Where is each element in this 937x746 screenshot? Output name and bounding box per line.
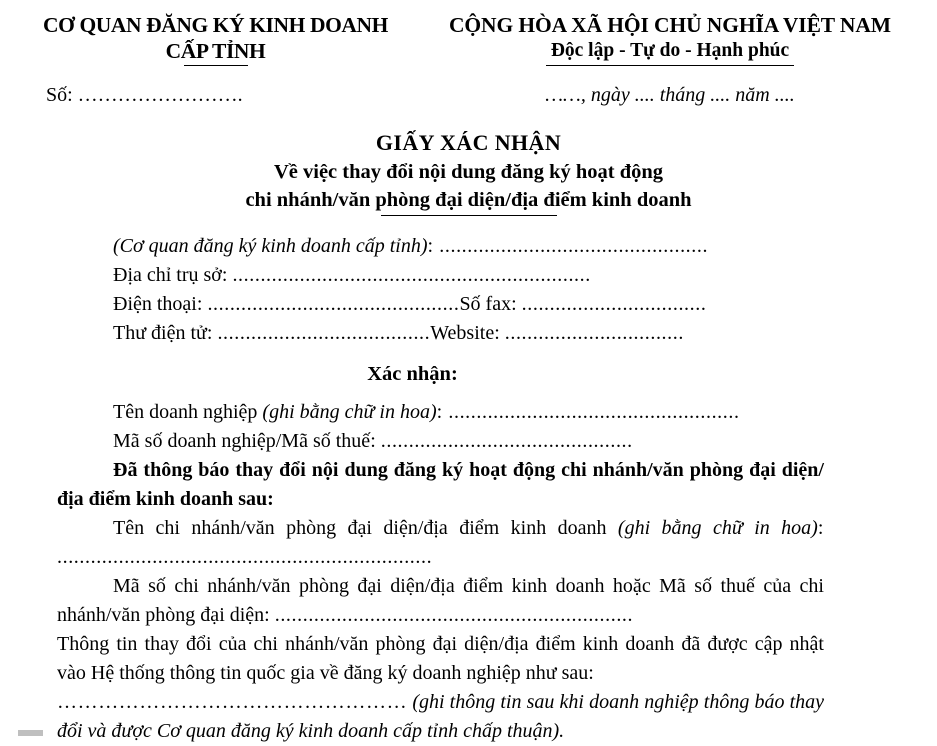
document-number: Số: ……………………. (46, 84, 243, 106)
authority-hint: (Cơ quan đăng ký kinh doanh cấp tỉnh) (113, 235, 428, 257)
enterprise-name-dots: : .................................................... (436, 401, 740, 423)
branch-name-label: Tên chi nhánh/văn phòng đại diện/địa điểm kinh doanh (113, 517, 607, 539)
enterprise-name-label: Tên doanh nghiệp (113, 401, 258, 423)
national-heading-block (435, 12, 905, 66)
enterprise-code-label: Mã số doanh nghiệp/Mã số thuế: (113, 430, 376, 452)
enterprise-code-dots: ............................................. (380, 430, 633, 452)
document-body (0, 232, 937, 746)
document-date: ……, ngày .... tháng .... năm .... (545, 84, 795, 106)
email-website-field-row (57, 319, 824, 348)
update-paragraph: Thông tin thay đổi của chi nhánh/văn phòng đại diện/địa điểm kinh doanh đã được cập nhật vào Hệ thống thông tin quốc gia về đăng ký doanh nghiệp như sau: (57, 633, 824, 684)
branch-code-dots: ................................................................ (274, 604, 634, 626)
enterprise-name-hint: (ghi bằng chữ in hoa) (262, 401, 437, 423)
address-label: Địa chỉ trụ sở: (113, 264, 228, 286)
issuing-authority-line-2: CẤP TỈNH (165, 39, 266, 63)
website-dots: ................................ (504, 322, 684, 344)
national-name: CỘNG HÒA XÃ HỘI CHỦ NGHĨA VIỆT NAM (449, 13, 891, 37)
fax-dots: ................................. (521, 293, 707, 315)
document-header (0, 0, 937, 66)
phone-label: Điện thoại: (113, 293, 203, 315)
footer-note: (ghi thông tin sau khi doanh nghiệp thông báo thay đổi và được Cơ quan đăng ký kinh doanh cấp tỉnh chấp thuận). (57, 691, 825, 742)
footer-note-row (57, 688, 824, 746)
branch-name-hint: (ghi bằng chữ in hoa) (617, 517, 818, 539)
phone-fax-field-row (57, 290, 824, 319)
address-field-row (57, 261, 824, 290)
issuing-authority-block (18, 12, 413, 66)
enterprise-code-row (57, 427, 824, 456)
national-motto: Độc lập - Tự do - Hạnh phúc (550, 40, 790, 61)
authority-dots: : ................................................ (427, 235, 709, 257)
branch-code-label: Mã số chi nhánh/văn phòng đại diện/địa điểm kinh doanh hoặc Mã số thuế của chi nhánh/văn phòng đại diện: (57, 575, 824, 626)
fax-label: Số fax: (459, 293, 517, 315)
title-underline (381, 215, 557, 216)
issuing-authority-line-1: CƠ QUAN ĐĂNG KÝ KINH DOANH (43, 13, 388, 37)
document-title: GIẤY XÁC NHẬN (375, 130, 562, 155)
document-subtitle-line-1: Về việc thay đổi nội dung đăng ký hoạt động (273, 161, 664, 183)
website-label: Website: (430, 322, 500, 344)
number-and-date-row (0, 82, 937, 108)
branch-name-dots: : ................................................................... (57, 517, 824, 568)
scan-artifact-mark (18, 730, 43, 736)
footer-dots: …………………………………………… (57, 691, 408, 713)
authority-field-row (57, 232, 824, 261)
title-block (0, 128, 937, 216)
enterprise-name-row (57, 398, 824, 427)
notice-paragraph: Đã thông báo thay đổi nội dung đăng ký hoạt động chi nhánh/văn phòng đại diện/địa điểm kinh doanh sau: (57, 459, 824, 510)
branch-name-row (57, 514, 824, 572)
national-motto-underline (546, 65, 794, 66)
document-subtitle-line-2: chi nhánh/văn phòng đại diện/địa điểm kinh doanh (245, 189, 692, 211)
confirm-heading: Xác nhận: (367, 363, 458, 385)
email-label: Thư điện tử: (113, 322, 213, 344)
email-dots: ...................................... (217, 322, 431, 344)
phone-dots: ............................................. (207, 293, 460, 315)
branch-code-row (57, 572, 824, 630)
issuing-authority-underline (184, 65, 248, 66)
address-dots: ................................................................ (232, 264, 591, 286)
